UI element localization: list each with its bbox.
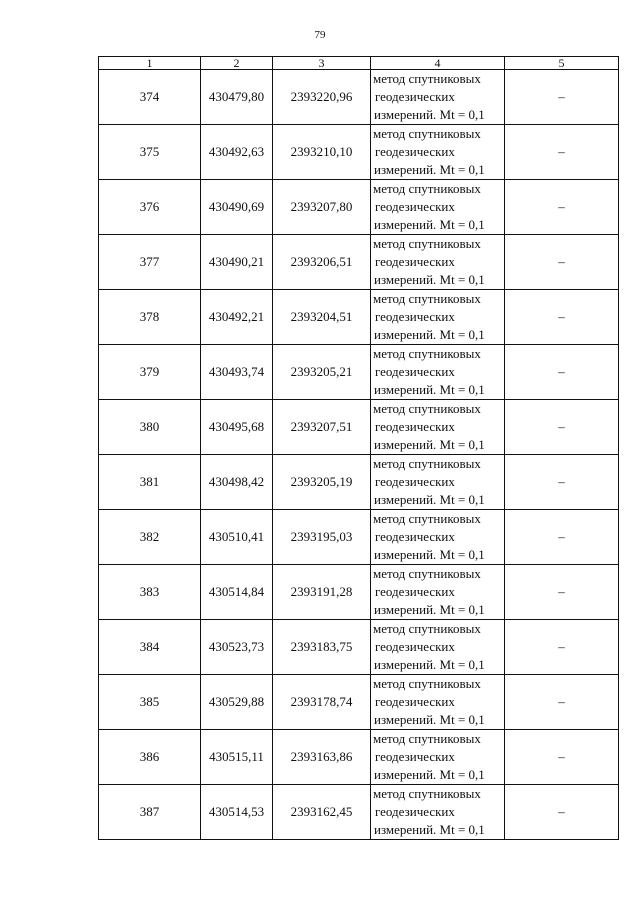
x-coordinate-cell: 430492,63: [201, 125, 273, 180]
method-cell: [371, 125, 505, 180]
method-text-line: геодезических: [375, 364, 455, 379]
note-cell: –: [505, 510, 619, 565]
method-cell: [371, 620, 505, 675]
method-text-line: метод спутниковых: [373, 126, 481, 141]
note-cell: –: [505, 730, 619, 785]
method-text-line: геодезических: [375, 749, 455, 764]
method-text-line: метод спутниковых: [373, 181, 481, 196]
method-text-line: геодезических: [375, 144, 455, 159]
method-text-line: метод спутниковых: [373, 731, 481, 746]
method-cell: [371, 180, 505, 235]
x-coordinate-cell: 430479,80: [201, 70, 273, 125]
method-text-line: измерений. Mt = 0,1: [374, 712, 485, 727]
method-text-line: метод спутниковых: [373, 291, 481, 306]
y-coordinate-cell: 2393191,28: [273, 565, 371, 620]
table-row: [99, 785, 619, 840]
table-row: [99, 125, 619, 180]
method-text-line: геодезических: [375, 419, 455, 434]
table-row: [99, 565, 619, 620]
method-text-line: метод спутниковых: [373, 401, 481, 416]
x-coordinate-cell: 430495,68: [201, 400, 273, 455]
point-number-cell: 374: [99, 70, 201, 125]
method-text-line: измерений. Mt = 0,1: [374, 327, 485, 342]
method-text-line: измерений. Mt = 0,1: [374, 162, 485, 177]
point-number-cell: 381: [99, 455, 201, 510]
method-cell: [371, 675, 505, 730]
method-text-line: геодезических: [375, 254, 455, 269]
method-cell: [371, 70, 505, 125]
point-number-cell: 378: [99, 290, 201, 345]
point-number-cell: 380: [99, 400, 201, 455]
column-header: 4: [371, 57, 505, 70]
y-coordinate-cell: 2393206,51: [273, 235, 371, 290]
method-text-line: измерений. Mt = 0,1: [374, 492, 485, 507]
method-text-line: геодезических: [375, 89, 455, 104]
y-coordinate-cell: 2393205,19: [273, 455, 371, 510]
method-cell: [371, 455, 505, 510]
point-number-cell: 377: [99, 235, 201, 290]
method-text-line: измерений. Mt = 0,1: [374, 602, 485, 617]
table-header-row: [99, 57, 619, 70]
method-text-line: геодезических: [375, 474, 455, 489]
column-header: 3: [273, 57, 371, 70]
table-row: [99, 455, 619, 510]
note-cell: –: [505, 675, 619, 730]
y-coordinate-cell: 2393210,10: [273, 125, 371, 180]
table-row: [99, 70, 619, 125]
method-cell: [371, 345, 505, 400]
x-coordinate-cell: 430490,69: [201, 180, 273, 235]
note-cell: –: [505, 620, 619, 675]
method-text-line: измерений. Mt = 0,1: [374, 272, 485, 287]
point-number-cell: 386: [99, 730, 201, 785]
method-text-line: метод спутниковых: [373, 676, 481, 691]
method-text-line: измерений. Mt = 0,1: [374, 657, 485, 672]
x-coordinate-cell: 430529,88: [201, 675, 273, 730]
point-number-cell: 376: [99, 180, 201, 235]
method-text-line: геодезических: [375, 584, 455, 599]
coordinates-table: [98, 56, 619, 840]
table-row: [99, 235, 619, 290]
table-row: [99, 730, 619, 785]
point-number-cell: 385: [99, 675, 201, 730]
point-number-cell: 379: [99, 345, 201, 400]
method-cell: [371, 785, 505, 840]
point-number-cell: 383: [99, 565, 201, 620]
method-text-line: измерений. Mt = 0,1: [374, 767, 485, 782]
x-coordinate-cell: 430514,53: [201, 785, 273, 840]
method-text-line: измерений. Mt = 0,1: [374, 437, 485, 452]
note-cell: –: [505, 345, 619, 400]
table-row: [99, 345, 619, 400]
method-cell: [371, 565, 505, 620]
point-number-cell: 387: [99, 785, 201, 840]
method-text-line: геодезических: [375, 694, 455, 709]
point-number-cell: 384: [99, 620, 201, 675]
y-coordinate-cell: 2393195,03: [273, 510, 371, 565]
method-text-line: метод спутниковых: [373, 511, 481, 526]
y-coordinate-cell: 2393207,51: [273, 400, 371, 455]
note-cell: –: [505, 455, 619, 510]
y-coordinate-cell: 2393220,96: [273, 70, 371, 125]
table-row: [99, 675, 619, 730]
y-coordinate-cell: 2393207,80: [273, 180, 371, 235]
note-cell: –: [505, 235, 619, 290]
method-text-line: метод спутниковых: [373, 456, 481, 471]
x-coordinate-cell: 430523,73: [201, 620, 273, 675]
method-text-line: геодезических: [375, 199, 455, 214]
method-cell: [371, 730, 505, 785]
method-text-line: метод спутниковых: [373, 566, 481, 581]
method-cell: [371, 235, 505, 290]
note-cell: –: [505, 180, 619, 235]
method-text-line: метод спутниковых: [373, 346, 481, 361]
note-cell: –: [505, 290, 619, 345]
method-text-line: метод спутниковых: [373, 236, 481, 251]
method-cell: [371, 400, 505, 455]
method-text-line: геодезических: [375, 529, 455, 544]
x-coordinate-cell: 430490,21: [201, 235, 273, 290]
y-coordinate-cell: 2393162,45: [273, 785, 371, 840]
method-text-line: метод спутниковых: [373, 71, 481, 86]
note-cell: –: [505, 125, 619, 180]
note-cell: –: [505, 400, 619, 455]
method-text-line: измерений. Mt = 0,1: [374, 217, 485, 232]
method-text-line: измерений. Mt = 0,1: [374, 822, 485, 837]
method-text-line: геодезических: [375, 804, 455, 819]
y-coordinate-cell: 2393183,75: [273, 620, 371, 675]
column-header: 5: [505, 57, 619, 70]
note-cell: –: [505, 785, 619, 840]
point-number-cell: 382: [99, 510, 201, 565]
y-coordinate-cell: 2393178,74: [273, 675, 371, 730]
y-coordinate-cell: 2393204,51: [273, 290, 371, 345]
x-coordinate-cell: 430514,84: [201, 565, 273, 620]
y-coordinate-cell: 2393205,21: [273, 345, 371, 400]
table-row: [99, 400, 619, 455]
page-number: 79: [314, 29, 326, 41]
method-text-line: измерений. Mt = 0,1: [374, 547, 485, 562]
point-number-cell: 375: [99, 125, 201, 180]
method-cell: [371, 510, 505, 565]
table-row: [99, 510, 619, 565]
note-cell: –: [505, 70, 619, 125]
table-row: [99, 290, 619, 345]
method-text-line: метод спутниковых: [373, 621, 481, 636]
x-coordinate-cell: 430515,11: [201, 730, 273, 785]
method-cell: [371, 290, 505, 345]
x-coordinate-cell: 430492,21: [201, 290, 273, 345]
x-coordinate-cell: 430510,41: [201, 510, 273, 565]
note-cell: –: [505, 565, 619, 620]
column-header: 1: [99, 57, 201, 70]
x-coordinate-cell: 430493,74: [201, 345, 273, 400]
method-text-line: измерений. Mt = 0,1: [374, 107, 485, 122]
table-row: [99, 620, 619, 675]
method-text-line: геодезических: [375, 639, 455, 654]
method-text-line: геодезических: [375, 309, 455, 324]
method-text-line: измерений. Mt = 0,1: [374, 382, 485, 397]
x-coordinate-cell: 430498,42: [201, 455, 273, 510]
method-text-line: метод спутниковых: [373, 786, 481, 801]
column-header: 2: [201, 57, 273, 70]
table-row: [99, 180, 619, 235]
y-coordinate-cell: 2393163,86: [273, 730, 371, 785]
